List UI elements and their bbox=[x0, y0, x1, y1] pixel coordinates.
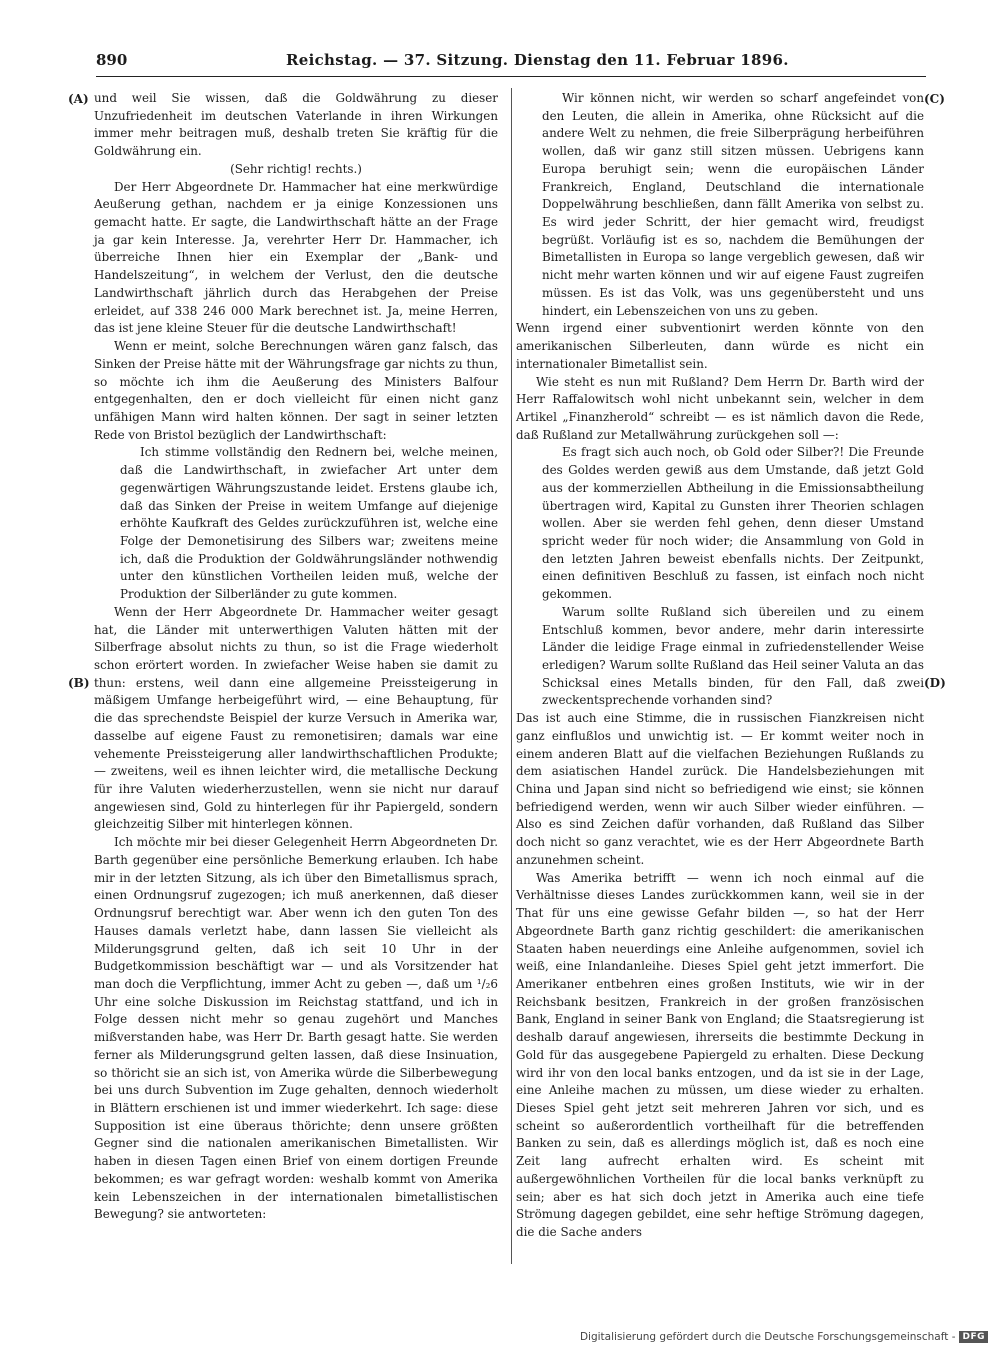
page-number: 890 bbox=[96, 51, 128, 69]
interjection: (Sehr richtig! rechts.) bbox=[230, 161, 362, 176]
margin-marker-d: (D) bbox=[924, 676, 946, 690]
paragraph: Wie steht es nun mit Rußland? Dem Herrn Dr. Barth wird der Herr Raffalowitsch wohl nicht unbekannt sein, welcher in dem Artikel „Finanzherold“ schreibt — es ist nämlich davon die Rede, daß Rußland zur Metallwährung zurückgehen soll —: bbox=[516, 374, 924, 442]
margin-marker-c: (C) bbox=[924, 92, 945, 106]
paragraph: und weil Sie wissen, daß die Goldwährung zu dieser Unzufriedenheit im deutschen Vaterlande in ihren Wirkungen immer mehr beitragen muß, deshalb treten Sie kräftig für die Goldwährung ein. bbox=[94, 91, 498, 159]
block-quote: Ich stimme vollständig den Rednern bei, welche meinen, daß die Landwirthschaft, in zwiefacher Art unter dem gegenwärtigen Währungszustande leidet. Erstens glaube ich, daß das Sinken der Preise in weitem Umfange auf diejenige erhöhte Kaufkraft des Geldes zurückzuführen ist, welche eine Folge der Demonetisirung des Silbers war; zweitens meine ich, daß die Produktion der Goldwährungsländer nothwendig unter den künstlichen Vortheilen leiden muß, welche der Produktion der Silberländer zu gute kommen. bbox=[120, 445, 498, 602]
left-column bbox=[94, 90, 498, 1224]
block-quote: Wir können nicht, wir werden so scharf angefeindet von den Leuten, die allein in Amerika, ohne Rücksicht auf die andere Welt zu nehmen, die freie Silberprägung herbeiführen wollen, daß wir ganz still sitzen müssen. Uebrigens kann Europa beruhigt sein; wenn die europäischen Länder Frankreich, England, Deutschland die internationale Doppelwährung beschließen, dann fällt Amerika von selbst zu. Es wird jeder Schritt, der hier gemacht wird, freudigst begrüßt. Vorläufig ist es so, nachdem die Bemühungen der Bimetallisten in Europa so lange vergeblich gewesen, daß wir nicht mehr warten können und wir auf eigene Faust zugreifen müssen. Es ist das Volk, was uns gegenübersteht und uns hindert, ein Lebenszeichen von uns zu geben. bbox=[542, 91, 924, 318]
page-header bbox=[96, 48, 924, 74]
header-rule bbox=[96, 76, 926, 77]
footer-credit: Digitalisierung gefördert durch die Deutsche Forschungsgemeinschaft - bbox=[579, 1331, 956, 1343]
paragraph: Ich möchte mir bei dieser Gelegenheit Herrn Abgeordneten Dr. Barth gegenüber eine persönliche Bemerkung erlauben. Ich habe mir in der letzten Sitzung, als ich über den Bimetallismus sprach, einen Ordnungsruf zugezogen; ich muß anerkennen, daß dieser Ordnungsruf berechtigt war. Aber wenn ich den guten Ton des Hauses damals verletzt habe, dann lassen Sie vielleicht als Milderungsgrund gelten, daß ich seit 10 Uhr in der Budgetkommission beschäftigt war — und als Vorsitzender hat man doch die Verpflichtung, immer Acht zu geben —, daß um ¹/₂6 Uhr eine solche Diskussion im Reichstag stattfand, und ich in Folge dessen nicht mehr so genau zugehört und Manches mißverstanden habe, was Herr Dr. Barth gesagt hatte. Sie werden ferner als Milderungsgrund gelten lassen, daß diese Insinuation, so thöricht sie an sich ist, von Amerika würde die Silberbewegung bei uns durch Subvention im Zuge gehalten, dennoch wiederholt in Blättern erschienen ist und immer wiederkehrt. Ich sage: diese Supposition ist eine überaus thörichte; denn unsere größten Gegner sind die nationalen amerikanischen Bimetallisten. Wir haben in diesen Tagen einen Brief von einem dortigen Freunde bekommen; es war gefragt worden: weshalb kommt von Amerika kein Lebenszeichen in der internationalen bimetallistischen Bewegung? sie antworteten: bbox=[94, 835, 498, 1222]
paragraph: Der Herr Abgeordnete Dr. Hammacher hat eine merkwürdige Aeußerung gethan, nachdem er ja einige Konzessionen uns gemacht hatte. Er sagte, die Landwirthschaft hätte an der Frage ja gar kein Interesse. Ja, verehrter Herr Dr. Hammacher, ich überreiche Ihnen hier ein Exemplar der „Bank- und Handelszeitung“, in welchem der Verlust, den die deutsche Landwirthschaft jährlich durch das Herabgehen der Preise erleidet, auf 338 246 000 Mark berechnet ist. Ja, meine Herren, das ist jene kleine Steuer für die deutsche Landwirthschaft! bbox=[94, 179, 498, 336]
paragraph: Was Amerika betrifft — wenn ich noch einmal auf die Verhältnisse dieses Landes zurückkommen kann, weil sie in der That für uns eine gewisse Gefahr bilden —, so hat der Herr Abgeordnete Barth ganz richtig geschildert: die amerikanischen Staaten haben neuerdings eine Anleihe aufgenommen, soviel ich weiß, eine Inlandanleihe. Dieses Spiel geht jetzt immerfort. Die Amerikaner entbehren eines großen Instituts, wie wir in der Reichsbank besitzen, Frankreich in der großen französischen Bank, England in seiner Bank von England; die Staatsregierung ist deshalb darauf angewiesen, ihrerseits die bestimmte Deckung in Gold für das ausgegebene Papiergeld zu erhalten. Diese Deckung wird ihr von den local banks entzogen, und da ist sie in der Lage, eine Anleihe machen zu müssen, um diese wieder zu erhalten. Dieses Spiel geht jetzt seit mehreren Jahren vor sich, und es scheint so außerordentlich vortheilhaft für die betreffenden Banken zu sein, daß es allerdings möglich ist, daß es noch eine Zeit lang aufrecht erhalten wird. Es scheint mit außergewöhnlichen Vortheilen für die local banks verknüpft zu sein; aber es hat sich doch jetzt in Amerika auch eine tiefe Strömung dagegen gebildet, eine sehr heftige Strömung dagegen, die die Sache anders bbox=[516, 870, 924, 1239]
paragraph: Wenn er meint, solche Berechnungen wären ganz falsch, das Sinken der Preise hätte mit der Währungsfrage gar nichts zu thun, so möchte ich ihm die Aeußerung des Ministers Balfour entgegenhalten, den er doch vielleicht für einen nicht ganz unfähigen Mann wird halten können. Der sagt in seiner letzten Rede von Bristol bezüglich der Landwirthschaft: bbox=[94, 339, 498, 442]
running-title: Reichstag. — 37. Sitzung. Dienstag den 11. Februar 1896. bbox=[286, 51, 789, 69]
margin-marker-b: (B) bbox=[68, 676, 90, 690]
column-divider bbox=[511, 88, 512, 1264]
paragraph: Das ist auch eine Stimme, die in russischen Fianzkreisen nicht ganz einflußlos und unwichtig ist. — Er kommt weiter noch in einem anderen Blatt auf die vielfachen Beziehungen Rußlands zu dem asiatischen Handel zurück. Die Handelsbeziehungen mit China und Japan sind nicht so befriedigend wie einst; sie können befriedigend werden, wenn wir auch Silber wieder einführen. — Also es sind Zeichen dafür vorhanden, daß Rußland das Silber doch nicht so ganz verachtet, wie es der Herr Abgeordnete Barth anzunehmen scheint. bbox=[516, 711, 924, 867]
block-quote: Warum sollte Rußland sich übereilen und zu einem Entschluß kommen, bevor andere, mehr darin interessirte Länder die leidige Frage einmal in zufriedenstellender Weise erledigen? Warum sollte Rußland das Heil seiner Valuta an das Schicksal eines Metalls binden, für den Fall, daß zwei zweckentsprechende vorhanden sind? bbox=[542, 604, 924, 708]
margin-marker-a: (A) bbox=[68, 92, 89, 106]
paragraph: Wenn der Herr Abgeordnete Dr. Hammacher weiter gesagt hat, die Länder mit unterwerthigen Valuten hätten mit der Silberfrage absolut nichts zu thun, so ist die Frage wiederholt schon erörtert worden. In zwiefacher Weise haben sie damit zu thun: erstens, weil dann eine allgemeine Preissteigerung in mäßigem Umfange herbeigeführt wird, — eine Behauptung, für die das sprechendste Beispiel der kurze Versuch in Amerika war, dasselbe auf eigene Faust zu remonetisiren; damals war eine vehemente Preissteigerung aller landwirthschaftlichen Produkte; — zweitens, weil es ihnen leichter wird, die metallische Deckung für ihre Valuten wiederherzustellen, wenn sie nicht nur darauf angewiesen sind, Gold zu hinterlegen für ihr Papiergeld, sondern gleichzeitig Silber mit hinterlegen können. bbox=[94, 604, 498, 832]
dfg-logo: DFG bbox=[959, 1331, 988, 1343]
paragraph: Wenn irgend einer subventionirt werden könnte von den amerikanischen Silberleuten, dann würde es nicht ein internationaler Bimetallist sein. bbox=[516, 321, 924, 371]
block-quote: Es fragt sich auch noch, ob Gold oder Silber?! Die Freunde des Goldes werden gewiß aus dem Umstande, daß jetzt Gold aus der kommerziellen Abtheilung in die Emissionsabtheilung übertragen wird, Kapital zu Gunsten ihrer Theorien schlagen wollen. Aber sie werden fehl gehen, denn dieser Umstand spricht weder für noch wider; die Ansammlung von Gold in den letzten Jahren beweist ebenfalls nichts. Der Zeitpunkt, einen definitiven Beschluß zu fassen, ist einfach noch nicht gekommen. bbox=[542, 445, 924, 602]
digitization-footer bbox=[580, 1331, 988, 1343]
right-column bbox=[516, 90, 924, 1242]
